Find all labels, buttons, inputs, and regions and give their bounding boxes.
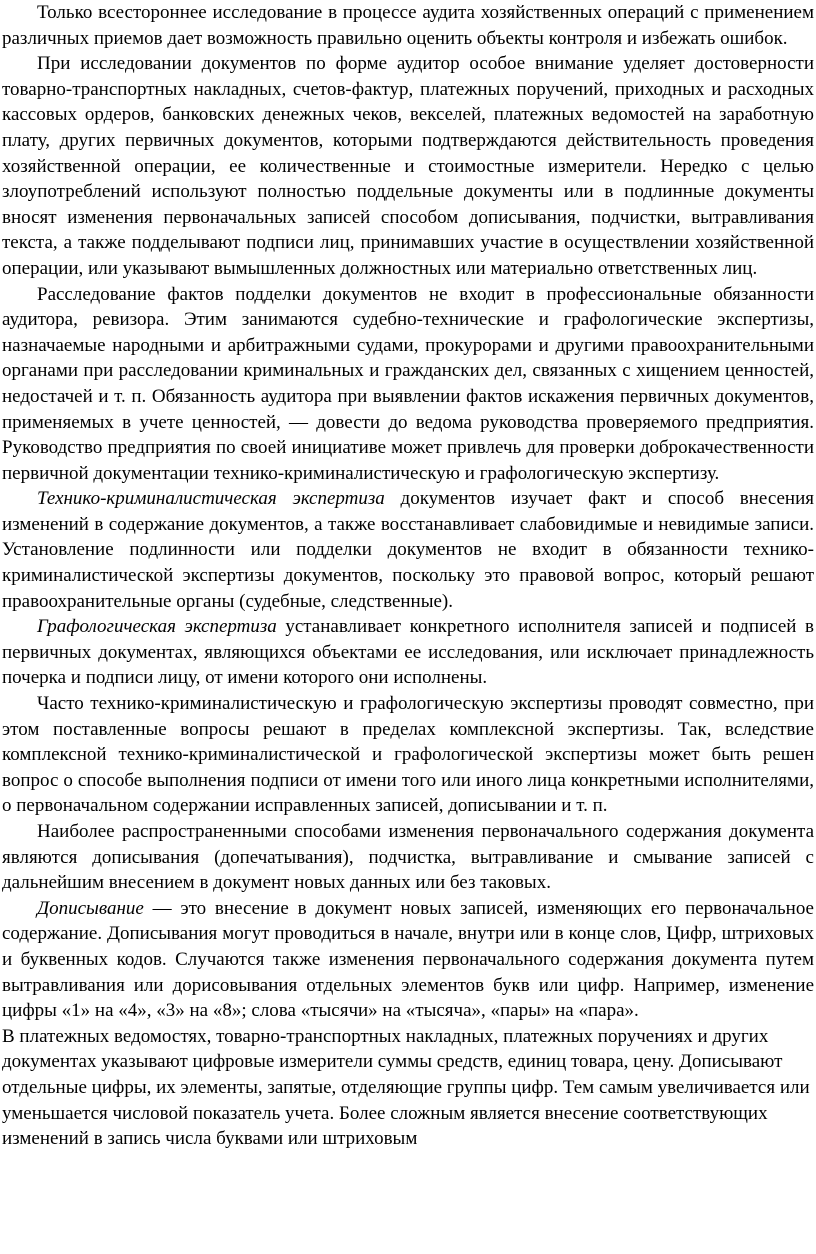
paragraph-9: В платежных ведомостях, товарно-транспортных накладных, платежных поручениях и других документах указывают цифровые измерители суммы средств, единиц товара, цену. Дописывают отдельные цифры, их элементы, запятые, отделяющие группы цифр. Тем самым увеличивается или уменьшается числовой показатель учета. Более сложным является внесение соответствующих изменений в запись числа буквами или штриховым [2,1025,810,1150]
term-graphological-expertise: Графологическая экспертиза [37,616,277,638]
paragraph-8 [2,896,814,1024]
paragraph-3: Расследование фактов подделки документов не входит в профессиональные обязанности аудитора, ревизора. Этим занимаются судебно-технические и графологические экспертизы, назначаемые народными и арбитражными судами, прокурорами и другими правоохранительными органами при расследовании криминальных и гражданских дел, связанных с хищением ценностей, недостачей и т. п. Обязанность аудитора при выявлении фактов искажения первичных документов, применяемых в учете ценностей, — довести до ведома руководства проверяемого предприятия. Руководство предприятия по своей инициативе может привлечь для проверки доброкачественности первичной документации технико-криминалистическую и графологическую экспертизу. [2,283,814,484]
paragraph-2: При исследовании документов по форме аудитор особое внимание уделяет достоверности товарно-транспортных накладных, счетов-фактур, платежных поручений, приходных и расходных кассовых ордеров, банковских денежных чеков, векселей, платежных ведомостей на заработную плату, других первичных документов, которыми подтверждаются действительность проведения хозяйственной операции, ее количественные и стоимостные измерители. Нередко с целью злоупотреблений используют полностью поддельные документы или в подлинные документы вносят изменения первоначальных записей способом дописывания, подчистки, вытравливания текста, а также подделывают подписи лиц, принимавших участие в осуществлении хозяйственной операции, или указывают вымышленных должностных или материально ответственных лиц. [2,53,814,279]
paragraph-5 [2,614,814,691]
paragraph-4 [2,486,814,614]
paragraph-5-body: устанавливает конкретного исполнителя записей и подписей в первичных документах, являющихся объектами ее исследования, или исключает принадлежность почерка и подписи лицу, от имени которого они исполнены. [2,616,814,689]
term-technical-expertise: Технико-криминалистическая экспертиза [37,488,385,510]
paragraph-1: Только всестороннее исследование в процессе аудита хозяйственных операций с применением различных приемов дает возможность правильно оценить объекты контроля и избежать ошибок. [2,2,814,49]
paragraph-6: Часто технико-криминалистическую и графологическую экспертизы проводят совместно, при этом поставленные вопросы решают в пределах комплексной экспертизы. Так, вследствие комплексной технико-криминалистической и графологической экспертизы может быть решен вопрос о способе выполнения подписи от имени того или иного лица конкретными исполнителями, о первоначальном содержании исправленных записей, дописывании и т. п. [2,693,814,817]
paragraph-7: Наиболее распространенными способами изменения первоначального содержания документа являются дописывания (допечатывания), подчистка, вытравливание и смывание записей с дальнейшим внесением в документ новых данных или без таковых. [2,821,814,894]
paragraph-8-body: — это внесение в документ новых записей, изменяющих его первоначальное содержание. Дописывания могут проводиться в начале, внутри или в конце слов, Цифр, штриховых и буквенных кодов. Случаются также изменения первоначального содержания документа путем вытравливания или дорисовывания отдельных элементов букв или цифр. Например, изменение цифры «1» на «4», «3» на «8»; слова «тысячи» на «тысяча», «пары» на «пара». [2,897,814,1022]
paragraph-4-body: документов изучает факт и способ внесения изменений в содержание документов, а также восстанавливает слабовидимые и невидимые записи. Установление подлинности или подделки документов не входит в обязанности технико-криминалистической экспертизы документов, поскольку это правовой вопрос, который решают правоохранительные органы (судебные, следственные). [2,488,814,612]
term-dopisyvanie: Дописывание [37,897,144,919]
